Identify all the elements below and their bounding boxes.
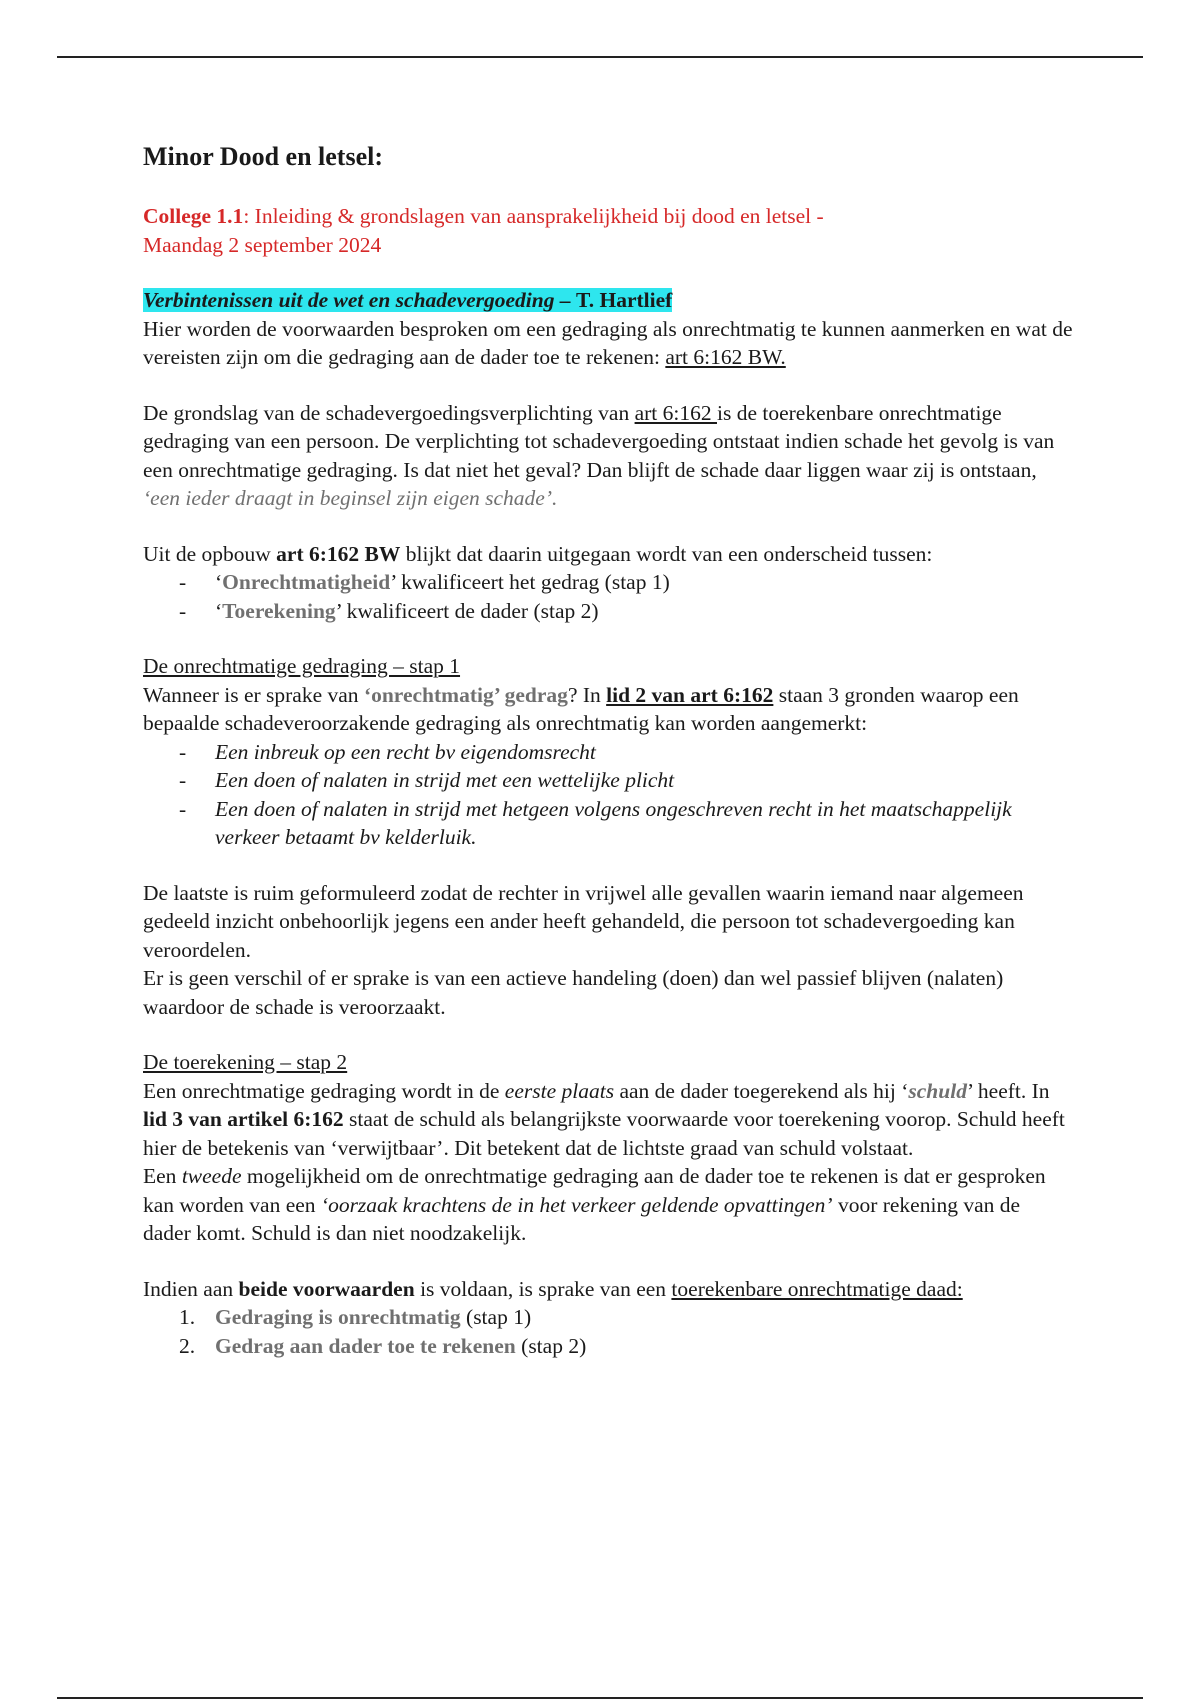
grondslag-paragraph — [143, 399, 1073, 513]
stap1-term: ‘onrechtmatig’ gedrag — [363, 682, 568, 707]
stap2-ref: lid 3 van artikel 6:162 — [143, 1107, 344, 1131]
stap1-heading: De onrechtmatige gedraging – stap 1 — [143, 654, 461, 678]
term-schuld: schuld — [908, 1078, 967, 1103]
quote-close: ’ — [966, 1078, 973, 1103]
highlight-author: T. Hartlief — [576, 288, 673, 312]
college-text: : Inleiding & grondslagen van aansprakelijkheid bij dood en letsel - — [243, 204, 824, 228]
college-date: Maandag 2 september 2024 — [143, 232, 382, 257]
quote-open: ‘ — [215, 598, 223, 623]
stap2-heading: De toerekening – stap 2 — [143, 1050, 348, 1074]
quote-open: ‘ — [215, 570, 223, 594]
stap2-paragraph-1 — [143, 1077, 1073, 1163]
list-number: 1. — [179, 1305, 196, 1329]
page-top-rule — [57, 56, 1143, 58]
stap1-p1-b: ? In — [567, 682, 607, 707]
stap2-p1-c: heeft. In — [972, 1078, 1050, 1103]
list-number: 2. — [179, 1333, 196, 1358]
stap2-p1-d: staat de schuld als belangrijkste voorwaarde voor toerekening voorop. Schuld heeft hier de betekenis van ‘verwijtbaar’. Dit betekent dat de lichtste graad van schuld volstaat. — [143, 1107, 1065, 1160]
list-item — [179, 568, 1073, 597]
intro-text: Hier worden de voorwaarden besproken om een gedraging als onrechtmatig te kunnen aanmerken en wat de vereisten zijn om die gedraging aan de dader toe te rekenen: — [143, 316, 1073, 369]
conclusie-bold: beide voorwaarden — [238, 1276, 415, 1301]
list-term: Gedrag aan dader toe te rekenen — [215, 1333, 516, 1358]
opbouw-list — [143, 568, 1073, 625]
page-bottom-rule — [57, 1697, 1143, 1699]
intro-paragraph — [143, 315, 1073, 372]
stap2-p2-b: mogelijkheid om de onrechtmatige gedraging aan de dader toe te rekenen is dat er gesproken kan worden van een — [143, 1164, 1046, 1217]
conclusie-underlined: toerekenbare onrechtmatige daad: — [671, 1276, 963, 1301]
opbouw-before: Uit de opbouw — [143, 541, 277, 566]
list-item-text: kwalificeert het gedrag (stap 1) — [395, 570, 670, 594]
document-title: Minor Dood en letsel: — [143, 142, 383, 171]
list-item — [179, 1332, 1073, 1361]
term-toerekening: Toerekening — [222, 598, 336, 623]
intro-ref: art 6:162 BW. — [665, 345, 786, 369]
conclusie-paragraph — [143, 1275, 1073, 1304]
document-body — [143, 140, 1073, 1360]
list-item — [179, 1303, 1073, 1332]
conclusie-list — [143, 1303, 1073, 1360]
stap2-p2-c: voor rekening van de dader komt. Schuld is dan niet noodzakelijk. — [143, 1192, 1021, 1245]
opbouw-paragraph — [143, 540, 1073, 569]
quote-close: ’ — [335, 598, 342, 623]
stap1-paragraph-2: De laatste is ruim geformuleerd zodat de rechter in vrijwel alle gevallen waarin iemand naar algemeen gedeeld inzicht onbehoorlijk jegens een ander heeft gehandeld, die persoon tot schadevergoeding kan veroordelen. — [143, 880, 1024, 962]
quote-open: ‘ — [901, 1078, 909, 1103]
stap2-p2-a: Een — [143, 1164, 182, 1188]
grondslag-before: De grondslag van de schadevergoedingsverplichting van — [143, 400, 635, 425]
stap2-p2-italic: tweede — [181, 1164, 242, 1188]
highlighted-title — [143, 288, 672, 312]
list-item-text: (stap 2) — [515, 1333, 587, 1358]
list-item-text: kwalificeert de dader (stap 2) — [341, 598, 599, 623]
stap1-p1-c: staan 3 gronden waarop een bepaalde schadeveroorzakende gedraging als onrechtmatig kan worden aangemerkt: — [143, 682, 1019, 735]
term-onrechtmatigheid: Onrechtmatigheid — [222, 570, 391, 594]
list-term: Gedraging is onrechtmatig — [215, 1305, 461, 1329]
grondslag-ref: art 6:162 — [634, 400, 717, 425]
list-item: - Een inbreuk op een recht bv eigendomsrecht — [179, 738, 1073, 767]
college-heading — [143, 202, 1073, 259]
stap2-p2-quote: ‘oorzaak krachtens de in het verkeer geldende opvattingen’ — [320, 1192, 833, 1217]
gronden-list — [143, 738, 1073, 852]
stap1-ref: lid 2 van art 6:162 — [606, 682, 774, 707]
conclusie-a: Indien aan — [143, 1276, 239, 1301]
list-item-text: (stap 1) — [460, 1305, 532, 1329]
stap2-p1-italic: eerste plaats — [504, 1078, 615, 1103]
stap1-paragraph-1 — [143, 681, 1073, 738]
grondslag-quote: ‘een ieder draagt in beginsel zijn eigen schade’. — [143, 486, 558, 510]
opbouw-after: blijkt dat daarin uitgegaan wordt van een onderscheid tussen: — [400, 541, 933, 566]
section-highlight-heading — [143, 286, 1073, 315]
stap2-p1-a: Een onrechtmatige gedraging wordt in de — [143, 1078, 505, 1103]
stap2-p1-b: aan de dader toegerekend als hij — [614, 1078, 902, 1103]
college-label: College 1.1 — [143, 204, 244, 228]
stap1-paragraph-3: Er is geen verschil of er sprake is van een actieve handeling (doen) dan wel passief blijven (nalaten) waardoor de schade is veroorzaakt. — [143, 966, 1004, 1019]
stap1-p1-a: Wanneer is er sprake van — [143, 682, 364, 707]
highlight-italic: Verbintenissen uit de wet en schadevergoeding – — [143, 288, 576, 312]
quote-close: ’ — [390, 570, 396, 594]
conclusie-b: is voldaan, is sprake van een — [414, 1276, 672, 1301]
grondslag-after: is de toerekenbare onrechtmatige gedraging van een persoon. De verplichting tot schadevergoeding ontstaat indien schade het gevolg is van een onrechtmatige gedraging. Is dat niet het geval? Dan blijft de schade daar liggen waar zij is ontstaan, — [143, 400, 1055, 482]
opbouw-bold: art 6:162 BW — [276, 541, 401, 566]
list-item: - Een doen of nalaten in strijd met een wettelijke plicht — [179, 766, 1073, 795]
list-item — [179, 597, 1073, 626]
stap2-paragraph-2 — [143, 1162, 1073, 1248]
list-item: - Een doen of nalaten in strijd met hetgeen volgens ongeschreven recht in het maatschappelijk verkeer betaamt bv kelderluik. — [179, 795, 1073, 852]
